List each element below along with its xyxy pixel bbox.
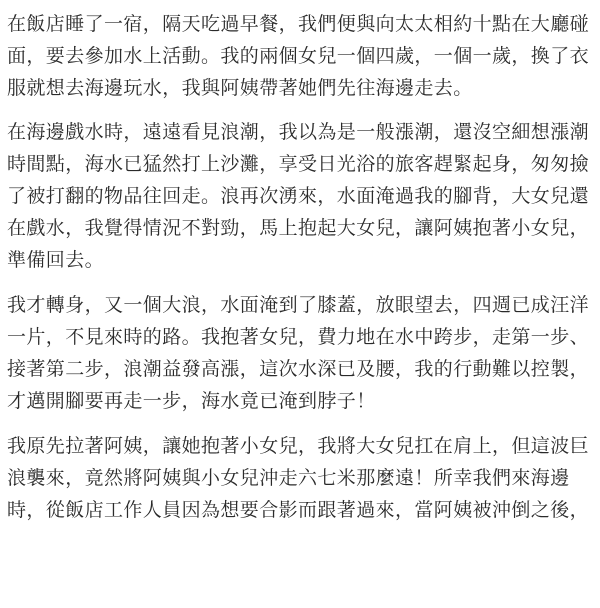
text-line: 準備回去。 (7, 249, 105, 271)
paragraph-3 (7, 289, 597, 417)
article-body (7, 0, 597, 526)
text-line: 我原先拉著阿姨，讓她抱著小女兒，我將大女兒扛在肩上，但這波巨 (7, 435, 590, 457)
paragraph-spacer (7, 417, 597, 430)
text-line: 時，從飯店工作人員因為想要合影而跟著過來，當阿姨被沖倒之後， (7, 499, 590, 521)
paragraph-2 (7, 116, 597, 276)
paragraph-spacer (7, 104, 597, 116)
text-line: 了被打翻的物品往回走。浪再次湧來，水面淹過我的腳背，大女兒還 (7, 185, 590, 207)
text-line: 服就想去海邊玩水，我與阿姨帶著她們先往海邊走去。 (7, 77, 473, 99)
text-line: 在海邊戲水時，遠遠看見浪潮，我以為是一般漲潮，還沒空細想漲潮 (7, 121, 590, 143)
paragraph-4 (7, 430, 597, 526)
text-line: 一片，不見來時的路。我抱著女兒，費力地在水中跨步，走第一步、 (7, 326, 590, 348)
text-line: 我才轉身，又一個大浪，水面淹到了膝蓋，放眼望去，四週已成汪洋 (7, 294, 590, 316)
paragraph-1 (7, 0, 597, 104)
paragraph-spacer (7, 276, 597, 289)
text-line: 在飯店睡了一宿，隔天吃過早餐，我們便與向太太相約十點在大廳碰 (7, 13, 590, 35)
text-line: 時間點，海水已猛然打上沙灘，享受日光浴的旅客趕緊起身，匆匆撿 (7, 153, 590, 175)
text-line: 浪襲來，竟然將阿姨與小女兒沖走六七米那麼遠！所幸我們來海邊 (7, 467, 570, 489)
text-line: 接著第二步，浪潮益發高漲，這次水深已及腰，我的行動難以控製， (7, 358, 590, 380)
text-line: 才邁開腳要再走一步，海水竟已淹到脖子！ (7, 390, 376, 412)
text-line: 面，要去參加水上活動。我的兩個女兒一個四歲，一個一歲，換了衣 (7, 45, 590, 67)
text-line: 在戲水，我覺得情況不對勁，馬上抱起大女兒，讓阿姨抱著小女兒， (7, 217, 590, 239)
